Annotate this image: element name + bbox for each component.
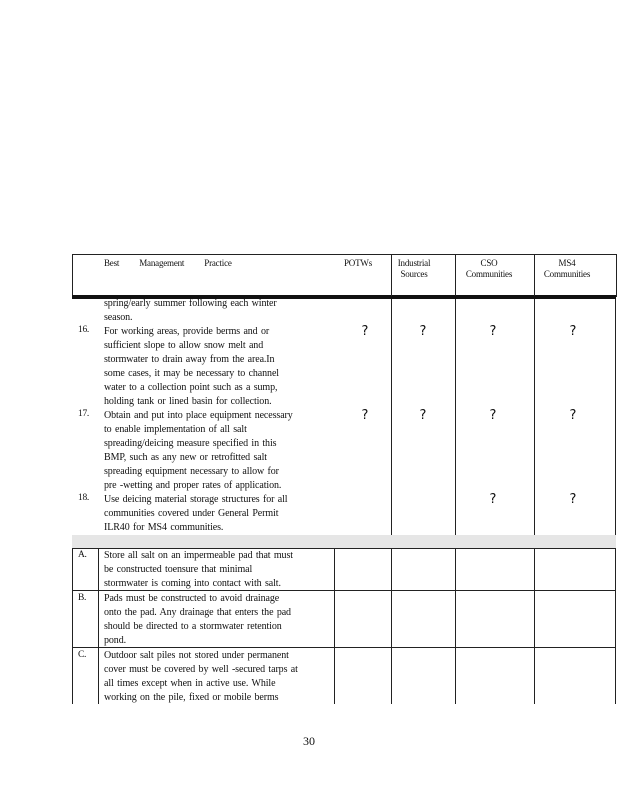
text-line: spreading/deicing measure specified in this xyxy=(104,438,277,449)
text-line: sufficient slope to allow snow melt and xyxy=(104,340,264,351)
item-text xyxy=(104,549,332,591)
text-line: to enable implementation of all salt xyxy=(104,424,247,435)
text-line: communities covered under General Permit xyxy=(104,508,279,519)
text-line: spreading equipment necessary to allow for xyxy=(104,466,279,477)
item-text xyxy=(104,409,332,493)
col-divider xyxy=(455,254,456,296)
text-line: ILR40 for MS4 communities. xyxy=(104,522,224,533)
col-divider xyxy=(534,254,535,296)
item-text xyxy=(104,493,332,535)
text-line: water to a collection point such as a sump, xyxy=(104,382,278,393)
text-line: be constructed toensure that minimal xyxy=(104,564,253,575)
col-divider xyxy=(98,548,99,704)
cso-mark: ? xyxy=(489,492,497,507)
text-line: all times except when in active use. While xyxy=(104,678,276,689)
text-line: spring/early summer following each winter xyxy=(104,298,277,309)
cso-mark: ? xyxy=(489,324,497,339)
item-letter: B. xyxy=(78,593,87,603)
text-line: onto the pad. Any drainage that enters the pad xyxy=(104,607,291,618)
ms4-mark: ? xyxy=(569,408,577,423)
header-cso-line2: Communities xyxy=(465,269,513,279)
text-line: some cases, it may be necessary to channel xyxy=(104,368,279,379)
text-line: Store all salt on an impermeable pad that must xyxy=(104,550,293,561)
cso-mark: ? xyxy=(489,408,497,423)
header-industrial xyxy=(392,258,436,280)
industrial-mark: ? xyxy=(419,324,427,339)
potws-mark: ? xyxy=(361,324,369,339)
col-divider xyxy=(391,299,392,535)
item-number: 18. xyxy=(78,493,89,503)
section-separator xyxy=(72,535,616,548)
item-number: 16. xyxy=(78,325,89,335)
text-line: Pads must be constructed to avoid drainage xyxy=(104,593,280,604)
ms4-mark: ? xyxy=(569,492,577,507)
text-line: Obtain and put into place equipment necessary xyxy=(104,410,293,421)
col-divider xyxy=(391,548,392,704)
header-ms4-line1: MS4 xyxy=(558,258,576,268)
header-practice: Best Management Practice xyxy=(104,258,232,268)
ms4-mark: ? xyxy=(569,324,577,339)
text-line: Use deicing material storage structures for all xyxy=(104,494,288,505)
item-letter: A. xyxy=(78,550,87,560)
text-line: season. xyxy=(104,312,133,323)
text-line: pond. xyxy=(104,635,127,646)
table-right-edge xyxy=(615,299,616,535)
header-ms4 xyxy=(534,258,600,280)
continuation-text xyxy=(104,297,332,325)
table-right-edge xyxy=(615,548,616,704)
text-line: holding tank or lined basin for collection. xyxy=(104,396,272,407)
text-line: For working areas, provide berms and or xyxy=(104,326,270,337)
header-potws: POTWs xyxy=(344,258,372,268)
text-line: stormwater is coming into contact with salt. xyxy=(104,578,281,589)
industrial-mark: ? xyxy=(419,408,427,423)
col-divider xyxy=(455,548,456,704)
header-cso xyxy=(456,258,522,280)
potws-mark: ? xyxy=(361,408,369,423)
col-divider xyxy=(455,299,456,535)
item-text xyxy=(104,649,332,705)
item-text xyxy=(104,325,332,409)
item-letter: C. xyxy=(78,650,87,660)
header-cso-line1: CSO xyxy=(480,258,498,268)
col-divider xyxy=(391,254,392,296)
item-text xyxy=(104,592,332,648)
header-ms4-line2: Communities xyxy=(543,269,591,279)
text-line: pre -wetting and proper rates of application. xyxy=(104,480,282,491)
page-number: 30 xyxy=(303,734,315,748)
text-line: working on the pile, fixed or mobile berms xyxy=(104,692,279,703)
item-number: 17. xyxy=(78,409,89,419)
table-left-edge xyxy=(72,548,73,704)
text-line: Outdoor salt piles not stored under permanent xyxy=(104,650,289,661)
col-divider xyxy=(534,299,535,535)
text-line: cover must be covered by well -secured tarps at xyxy=(104,664,298,675)
text-line: BMP, such as any new or retrofitted salt xyxy=(104,452,267,463)
text-line: stormwater to drain away from the area.In xyxy=(104,354,275,365)
text-line: should be directed to a stormwater retention xyxy=(104,621,282,632)
header-industrial-line2: Sources xyxy=(400,269,428,279)
col-divider xyxy=(534,548,535,704)
col-divider xyxy=(334,548,335,704)
header-industrial-line1: Industrial xyxy=(397,258,431,268)
